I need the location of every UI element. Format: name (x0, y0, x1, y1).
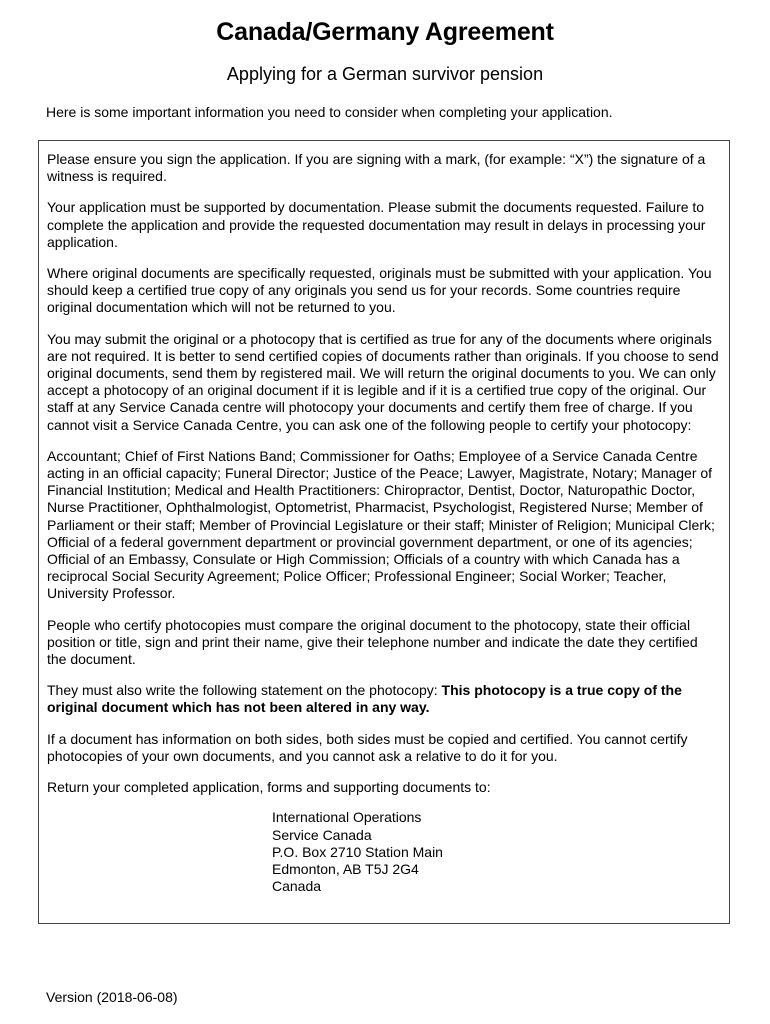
document-title: Canada/Germany Agreement (216, 18, 554, 46)
version-label: Version (2018-06-08) (46, 989, 178, 1005)
mailing-address (272, 809, 719, 895)
statement-lead: They must also write the following statement on the photocopy: (47, 682, 442, 699)
address-line: Edmonton, AB T5J 2G4 (272, 860, 419, 877)
paragraph-certification-requirements: People who certify photocopies must compare the original document to the photocopy, state their official position or title, sign and print their name, give their telephone number and indicate the date they certified the document. (47, 616, 698, 668)
paragraph-photocopy: You may submit the original or a photocopy that is certified as true for any of the documents where originals are not required. It is better to send certified copies of documents rather than originals. If you choose to send original documents, send them by registered mail. We will return the original documents to you. We can only accept a photocopy of an original document if it is legible and if it is a certified true copy of the original. Our staff at any Service Canada centre will photocopy your documents and certify them free of charge. If you cannot visit a Service Canada Centre, you can ask one of the following people to certify your photocopy: (47, 330, 719, 433)
paragraph-originals: Where original documents are specifically requested, originals must be submitted with your application. You should keep a certified true copy of any originals you send us for your records. Some countries require original documentation which will not be returned to you. (47, 265, 712, 316)
paragraph-both-sides: If a document has information on both sides, both sides must be copied and certified. You cannot certify photocopies of your own documents, and you cannot ask a relative to do it for you. (47, 730, 688, 764)
address-line: Service Canada (272, 826, 372, 843)
document-subtitle: Applying for a German survivor pension (226, 64, 544, 84)
paragraph-certifiers-list: Accountant; Chief of First Nations Band; Commissioner for Oaths; Employee of a Service Canada Centre acting in an official capacity; Funeral Director; Justice of the Peace; Lawyer, Magistrate, Notary; Manager of Financial Institution; Medical and Health Practitioners: Chiropractor, Dentist, Doctor, Naturopathic Doctor, Nurse Practitioner, Ophthalmologist, Optometrist, Pharmacist, Psychologist, Registered Nurse; Member of Parliament or their staff; Member of Provincial Legislature or their staff; Minister of Religion; Municipal Clerk; Official of a federal government department or provincial government department, or one of its agencies; Official of an Embassy, Consulate or High Commission; Officials of a country with which Canada has a reciprocal Social Security Agreement; Police Officer; Professional Engineer; Social Worker; Teacher, University Professor. (47, 447, 715, 602)
address-line: P.O. Box 2710 Station Main (272, 843, 443, 860)
address-line: Canada (272, 878, 322, 895)
paragraph-statement (47, 682, 719, 716)
paragraph-documentation: Your application must be supported by documentation. Please submit the documents requested. Failure to complete the application and provide the requested documentation may result in delays in processing your application. (47, 199, 706, 250)
paragraph-signature: Please ensure you sign the application. If you are signing with a mark, (for example: “X”) the signature of a witness is required. (47, 151, 706, 185)
certification-statement: This photocopy is a true copy of the original document which has not been altered in any way. (47, 682, 682, 716)
intro-text: Here is some important information you need to consider when completing your application. (46, 104, 613, 120)
information-box (38, 140, 730, 924)
paragraph-return: Return your completed application, forms and supporting documents to: (47, 779, 491, 796)
address-line: International Operations (272, 809, 422, 826)
